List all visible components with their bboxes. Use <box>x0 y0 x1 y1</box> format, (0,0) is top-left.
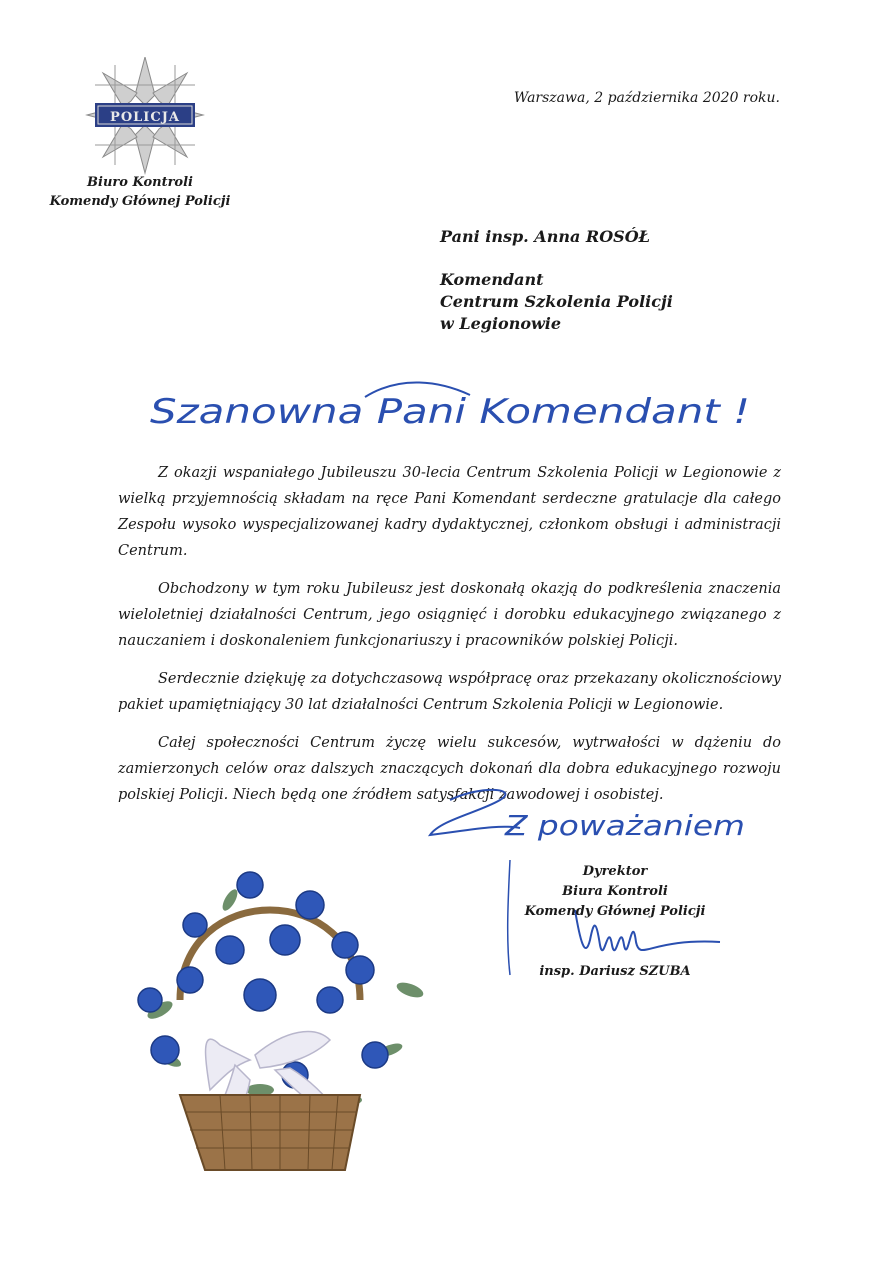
sender-organization <box>40 173 240 211</box>
salutation-text: Szanowna Pani Komendant ! <box>150 392 750 432</box>
recipient-line-2: Centrum Szkolenia Policji <box>440 292 673 311</box>
body-paragraph-1: Z okazji wspaniałego Jubileuszu 30-lecia Centrum Szkolenia Policji w Legionowie z wielką przyjemnością składam na ręce Pani Komendant serdeczne gratulacje dla całego Zespołu wysoko wyspecjalizowanej kadry dydaktycznej, członkom obsługi i administracji Centrum. <box>118 465 781 559</box>
signer-title-2: Biura Kontroli <box>562 884 668 899</box>
body-paragraph-2: Obchodzony w tym roku Jubileusz jest doskonałą okazją do podkreślenia znaczenia wieloletniej działalności Centrum, jego osiągnięć i dorobku edukacyjnego związanego z nauczaniem i doskonaleniem funkcjonariuszy i pracowników polskiej Policji. <box>118 581 781 649</box>
recipient-address <box>440 226 673 335</box>
handwritten-closing <box>410 780 770 850</box>
recipient-line-3: w Legionowie <box>440 314 562 333</box>
signer-name: insp. Dariusz SZUBA <box>539 964 691 979</box>
recipient-line-1: Komendant <box>440 270 544 289</box>
logo-text: POLICJA <box>110 110 180 125</box>
org-line-1: Biuro Kontroli <box>87 175 193 190</box>
police-star-logo <box>80 57 210 177</box>
letter-body <box>118 460 781 820</box>
closing-text: Z poważaniem <box>503 809 745 842</box>
handwritten-salutation <box>140 375 800 445</box>
org-line-2: Komendy Głównej Policji <box>49 194 231 209</box>
signer-title-1: Dyrektor <box>582 864 648 879</box>
recipient-name: Pani insp. Anna ROSÓŁ <box>440 227 650 246</box>
signer-title-3: Komendy Głównej Policji <box>524 904 706 919</box>
letter-date: Warszawa, 2 października 2020 roku. <box>513 90 780 106</box>
blue-roses-basket-image <box>110 840 460 1180</box>
body-paragraph-3: Serdecznie dziękuję za dotychczasową współpracę oraz przekazany okolicznościowy pakiet upamiętniający 30 lat działalności Centrum Szkolenia Policji w Legionowie. <box>118 671 781 713</box>
signature-block <box>505 862 725 982</box>
body-paragraph-4: Całej społeczności Centrum życzę wielu sukcesów, wytrwałości w dążeniu do zamierzonych celów oraz dalszych znaczących dokonań dla dobra edukacyjnego rozwoju polskiej Policji. Niech będą one źródłem satysfakcji zawodowej i osobistej. <box>118 735 781 803</box>
